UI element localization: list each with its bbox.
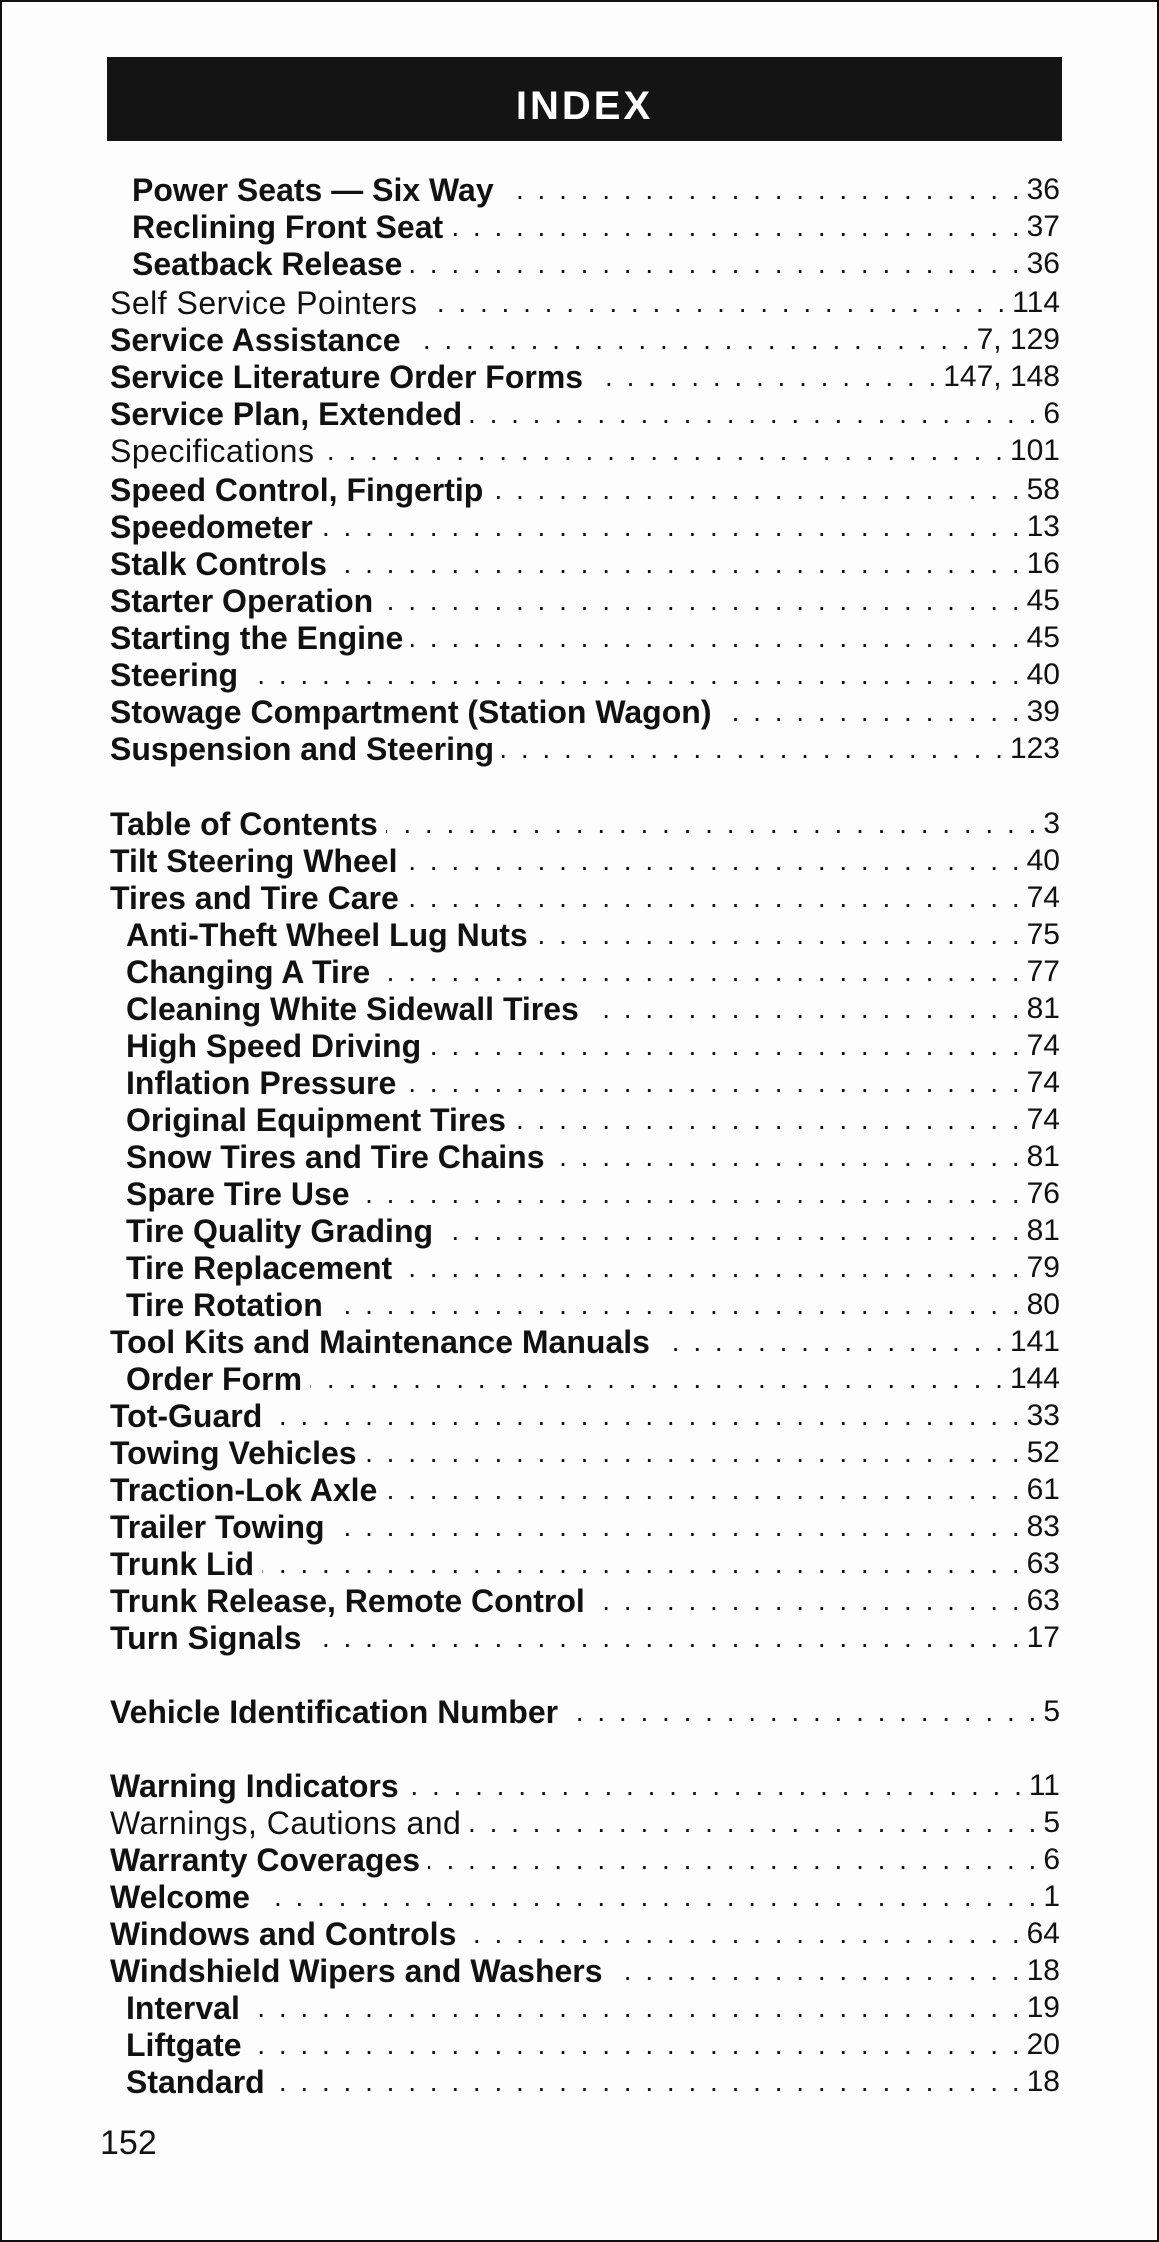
index-entry <box>110 1435 1060 1471</box>
dot-leader <box>331 1287 1023 1323</box>
index-entry-label: Table of Contents <box>110 806 378 842</box>
dot-leader <box>248 1990 1023 2026</box>
index-entry-label: Starter Operation <box>110 583 374 619</box>
index-entry <box>110 1694 1060 1730</box>
index-entry-label: Stowage Compartment (Station Wagon) <box>110 694 712 730</box>
index-entry-page: 6 <box>1043 397 1060 430</box>
index-entry-page: 5 <box>1043 1806 1060 1839</box>
index-entry-page: 45 <box>1026 584 1060 617</box>
index-entry-label: Turn Signals <box>110 1620 302 1656</box>
index-entry <box>126 1176 1060 1212</box>
index-entry <box>110 1768 1060 1804</box>
index-entry-page: 114 <box>1012 286 1060 319</box>
index-entry-page: 123 <box>1009 732 1060 765</box>
index-entry <box>110 1916 1060 1952</box>
index-entry-label: Cleaning White Sidewall Tires <box>126 991 579 1027</box>
index-entry-page: 101 <box>1009 434 1060 467</box>
dot-leader <box>321 509 1023 545</box>
index-entry-page: 75 <box>1026 918 1060 951</box>
index-entry-page: 45 <box>1026 621 1060 654</box>
index-entry-page: 40 <box>1026 658 1060 691</box>
index-entry <box>110 509 1060 545</box>
index-entry-label: Warnings, Cautions and <box>110 1805 462 1841</box>
index-entry <box>110 433 1060 469</box>
index-entry-page: 58 <box>1026 473 1060 506</box>
index-entry-page: 74 <box>1026 1066 1060 1099</box>
index-entry <box>126 1139 1060 1175</box>
index-entry-page: 77 <box>1026 955 1060 988</box>
index-entry-label: Tire Rotation <box>126 1287 323 1323</box>
index-entry-page: 36 <box>1026 173 1060 206</box>
index-entry-label: Tool Kits and Maintenance Manuals <box>110 1324 650 1360</box>
index-entry <box>132 172 1060 208</box>
index-entry-label: Tilt Steering Wheel <box>110 843 398 879</box>
index-entry-page: 81 <box>1026 992 1060 1025</box>
index-entry <box>110 472 1060 508</box>
index-entry-page: 18 <box>1026 1954 1060 1987</box>
index-entry-label: Tire Replacement <box>126 1250 393 1286</box>
index-entry <box>110 396 1060 432</box>
index-entry <box>110 1953 1060 1989</box>
index-entry-label: Changing A Tire <box>126 954 371 990</box>
index-entry-label: Self Service Pointers <box>110 285 418 321</box>
index-entry <box>126 1028 1060 1064</box>
dot-leader <box>262 1546 1023 1582</box>
dot-leader <box>335 546 1023 582</box>
dot-leader <box>385 1472 1022 1508</box>
dot-leader <box>250 2027 1023 2063</box>
index-entry-label: Starting the Engine <box>110 620 404 656</box>
index-entry-page: 20 <box>1026 2028 1060 2061</box>
dot-leader <box>591 359 939 395</box>
index-entry <box>110 1879 1060 1915</box>
dot-leader <box>411 620 1022 656</box>
index-entry <box>110 359 1060 395</box>
index-entry-page: 79 <box>1026 1251 1060 1284</box>
index-entry-page: 18 <box>1026 2065 1060 2098</box>
dot-leader <box>566 1694 1039 1730</box>
dot-leader <box>404 1065 1022 1101</box>
index-entry-label: Seatback Release <box>132 246 403 282</box>
index-entry-page: 63 <box>1026 1584 1060 1617</box>
index-entry-label: Specifications <box>110 433 315 469</box>
index-entry-page: 61 <box>1026 1473 1060 1506</box>
index-entry <box>110 1472 1060 1508</box>
index-entry-label: Suspension and Steering <box>110 731 495 767</box>
dot-leader <box>502 731 1006 767</box>
index-entry-label: Trunk Lid <box>110 1546 254 1582</box>
dot-leader <box>514 1102 1023 1138</box>
index-entry-label: Vehicle Identification Number <box>110 1694 559 1730</box>
index-entry-label: Speed Control, Fingertip <box>110 472 484 508</box>
dot-leader <box>428 1842 1039 1878</box>
index-entry-label: Traction-Lok Axle <box>110 1472 378 1508</box>
index-entry <box>126 1361 1060 1397</box>
index-entry-label: Original Equipment Tires <box>126 1102 506 1138</box>
index-entry <box>110 731 1060 767</box>
index-entry-label: Stalk Controls <box>110 546 327 582</box>
dot-leader <box>410 246 1022 282</box>
dot-leader <box>441 1213 1023 1249</box>
index-entry <box>110 806 1060 842</box>
dot-leader <box>309 1620 1022 1656</box>
dot-leader <box>246 657 1023 693</box>
index-entry <box>110 1583 1060 1619</box>
index-entry <box>126 954 1060 990</box>
index-entry-page: 5 <box>1043 1695 1060 1728</box>
index-entry-page: 80 <box>1026 1288 1060 1321</box>
dot-leader <box>333 1509 1023 1545</box>
index-entry-page: 74 <box>1026 1103 1060 1136</box>
index-entry <box>126 2064 1060 2100</box>
index-entry-page: 33 <box>1026 1399 1060 1432</box>
dot-leader <box>451 209 1022 245</box>
index-entry-label: Service Assistance <box>110 322 401 358</box>
index-entry-page: 81 <box>1026 1140 1060 1173</box>
index-entry-page: 147, 148 <box>943 360 1060 393</box>
index-entry <box>110 1620 1060 1656</box>
index-entry <box>110 620 1060 656</box>
index-entry-label: Trunk Release, Remote Control <box>110 1583 585 1619</box>
dot-leader <box>426 285 1009 321</box>
index-entry-page: 63 <box>1026 1547 1060 1580</box>
index-entry <box>126 1213 1060 1249</box>
index-entry <box>110 657 1060 693</box>
dot-leader <box>552 1139 1022 1175</box>
dot-leader <box>273 2064 1023 2100</box>
index-entry <box>110 1509 1060 1545</box>
index-entry-page: 19 <box>1026 1991 1060 2024</box>
index-entry <box>110 285 1060 321</box>
page-number: 152 <box>100 2124 157 2162</box>
dot-leader <box>502 172 1023 208</box>
index-entry-label: Windshield Wipers and Washers <box>110 1953 603 1989</box>
index-entry <box>126 917 1060 953</box>
index-entry-label: Warranty Coverages <box>110 1842 421 1878</box>
index-entry <box>132 246 1060 282</box>
index-entry-page: 76 <box>1026 1177 1060 1210</box>
dot-leader <box>469 1805 1039 1841</box>
dot-leader <box>365 1435 1023 1471</box>
index-entry-label: Snow Tires and Tire Chains <box>126 1139 545 1175</box>
index-entry-label: High Speed Driving <box>126 1028 422 1064</box>
index-entry-label: Service Plan, Extended <box>110 396 463 432</box>
index-entry-page: 52 <box>1026 1436 1060 1469</box>
index-entry-label: Reclining Front Seat <box>132 209 444 245</box>
dot-leader <box>378 954 1022 990</box>
dot-leader <box>358 1176 1023 1212</box>
index-entry-label: Service Literature Order Forms <box>110 359 584 395</box>
index-entry-page: 13 <box>1026 510 1060 543</box>
index-entry <box>110 1546 1060 1582</box>
index-entry <box>126 1250 1060 1286</box>
index-entry-label: Spare Tire Use <box>126 1176 350 1212</box>
index-entry <box>132 209 1060 245</box>
dot-leader <box>310 1361 1006 1397</box>
dot-leader <box>409 322 973 358</box>
dot-leader <box>611 1953 1023 1989</box>
index-entry-page: 64 <box>1026 1917 1060 1950</box>
dot-leader <box>536 917 1023 953</box>
index-entry-label: Tires and Tire Care <box>110 880 399 916</box>
index-entry-label: Power Seats — Six Way <box>132 172 494 208</box>
index-entry <box>110 1398 1060 1434</box>
index-entry-page: 36 <box>1026 247 1060 280</box>
index-entry-label: Anti-Theft Wheel Lug Nuts <box>126 917 528 953</box>
index-entry-page: 16 <box>1026 547 1060 580</box>
index-entry <box>110 880 1060 916</box>
index-entry <box>110 583 1060 619</box>
dot-leader <box>719 694 1022 730</box>
index-entry <box>126 1990 1060 2026</box>
dot-leader <box>491 472 1022 508</box>
index-entry-label: Order Form <box>126 1361 303 1397</box>
index-entry-label: Inflation Pressure <box>126 1065 397 1101</box>
index-entry-page: 74 <box>1026 881 1060 914</box>
index-entry <box>110 322 1060 358</box>
dot-leader <box>587 991 1023 1027</box>
index-entry-label: Warning Indicators <box>110 1768 399 1804</box>
index-entry-page: 6 <box>1043 1843 1060 1876</box>
index-header-bar <box>107 57 1062 141</box>
dot-leader <box>429 1028 1022 1064</box>
index-entry <box>126 991 1060 1027</box>
index-entry-label: Speedometer <box>110 509 313 545</box>
index-entry-label: Standard <box>126 2064 265 2100</box>
index-entry-page: 17 <box>1026 1621 1060 1654</box>
index-entry <box>126 1065 1060 1101</box>
index-entry <box>126 1287 1060 1323</box>
dot-leader <box>381 583 1022 619</box>
index-entry-page: 40 <box>1026 844 1060 877</box>
dot-leader <box>258 1879 1039 1915</box>
dot-leader <box>400 1250 1022 1286</box>
index-entry <box>110 1805 1060 1841</box>
index-entry-page: 74 <box>1026 1029 1060 1062</box>
index-entry <box>110 546 1060 582</box>
index-entry-page: 144 <box>1009 1362 1060 1395</box>
index-entry <box>126 2027 1060 2063</box>
dot-leader <box>470 396 1039 432</box>
index-entry <box>110 843 1060 879</box>
dot-leader <box>593 1583 1023 1619</box>
index-entry-page: 83 <box>1026 1510 1060 1543</box>
index-entry-label: Tire Quality Grading <box>126 1213 434 1249</box>
index-entry-page: 7, 129 <box>976 323 1060 356</box>
dot-leader <box>270 1398 1022 1434</box>
index-entry-label: Tot-Guard <box>110 1398 263 1434</box>
index-entry-page: 1 <box>1043 1880 1060 1913</box>
index-entry <box>110 1842 1060 1878</box>
index-entry-label: Steering <box>110 657 239 693</box>
index-entry-label: Trailer Towing <box>110 1509 325 1545</box>
index-entry <box>110 694 1060 730</box>
index-entry-page: 3 <box>1043 807 1060 840</box>
dot-leader <box>322 433 1006 469</box>
index-entry <box>126 1102 1060 1138</box>
index-entry-label: Windows and Controls <box>110 1916 457 1952</box>
dot-leader <box>407 1768 1025 1804</box>
dot-leader <box>407 880 1023 916</box>
index-entry-label: Towing Vehicles <box>110 1435 357 1471</box>
index-entry-label: Interval <box>126 1990 240 2026</box>
index-title: INDEX <box>515 83 654 128</box>
index-entry-page: 141 <box>1009 1325 1060 1358</box>
dot-leader <box>464 1916 1022 1952</box>
index-entry <box>110 1324 1060 1360</box>
index-entry-page: 11 <box>1028 1769 1060 1802</box>
index-entry-page: 39 <box>1026 695 1060 728</box>
dot-leader <box>658 1324 1006 1360</box>
index-entry-label: Liftgate <box>126 2027 242 2063</box>
index-entry-label: Welcome <box>110 1879 250 1915</box>
dot-leader <box>386 806 1039 842</box>
index-entry-page: 37 <box>1026 210 1060 243</box>
dot-leader <box>405 843 1022 879</box>
index-entry-page: 81 <box>1026 1214 1060 1247</box>
